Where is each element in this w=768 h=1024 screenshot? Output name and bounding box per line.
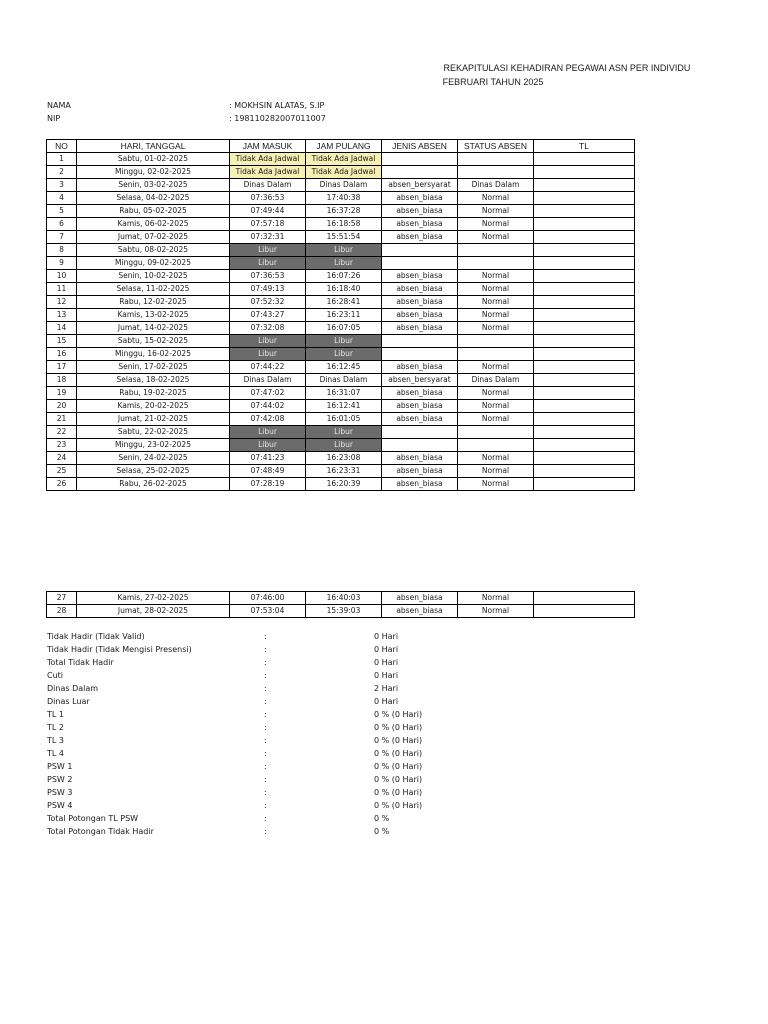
row-check-out: 16:07:26 xyxy=(306,270,382,283)
row-absence-type: absen_biasa xyxy=(382,592,458,605)
summary-separator: : xyxy=(264,749,267,758)
row-absence-type: absen_biasa xyxy=(382,413,458,426)
row-check-out: Libur xyxy=(306,257,382,270)
row-date: Kamis, 20-02-2025 xyxy=(77,400,230,413)
row-status: Normal xyxy=(458,205,534,218)
row-check-in: Dinas Dalam xyxy=(230,179,306,192)
row-absence-type: absen_bersyarat xyxy=(382,179,458,192)
row-tl xyxy=(534,153,635,166)
summary-label: Tidak Hadir (Tidak Mengisi Presensi) xyxy=(47,645,192,654)
row-date: Sabtu, 08-02-2025 xyxy=(77,244,230,257)
row-tl xyxy=(534,348,635,361)
row-absence-type: absen_biasa xyxy=(382,387,458,400)
row-tl xyxy=(534,413,635,426)
row-date: Jumat, 07-02-2025 xyxy=(77,231,230,244)
row-check-in: 07:28:19 xyxy=(230,478,306,491)
summary-label: PSW 4 xyxy=(47,801,73,810)
row-no: 13 xyxy=(47,309,77,322)
row-status: Normal xyxy=(458,296,534,309)
row-status xyxy=(458,348,534,361)
summary-label: PSW 2 xyxy=(47,775,73,784)
row-no: 12 xyxy=(47,296,77,309)
row-no: 15 xyxy=(47,335,77,348)
row-no: 9 xyxy=(47,257,77,270)
row-absence-type xyxy=(382,257,458,270)
row-tl xyxy=(534,309,635,322)
report-title-block xyxy=(300,61,768,89)
row-status xyxy=(458,426,534,439)
row-tl xyxy=(534,322,635,335)
row-date: Kamis, 27-02-2025 xyxy=(77,592,230,605)
row-status xyxy=(458,244,534,257)
row-no: 6 xyxy=(47,218,77,231)
row-check-in: 07:46:00 xyxy=(230,592,306,605)
row-no: 8 xyxy=(47,244,77,257)
table-row xyxy=(47,192,635,205)
row-check-in: Libur xyxy=(230,244,306,257)
report-title: REKAPITULASI KEHADIRAN PEGAWAI ASN PER INDIVIDU xyxy=(443,63,691,73)
row-no: 25 xyxy=(47,465,77,478)
row-date: Senin, 03-02-2025 xyxy=(77,179,230,192)
row-check-in: 07:41:23 xyxy=(230,452,306,465)
row-absence-type: absen_biasa xyxy=(382,296,458,309)
row-no: 18 xyxy=(47,374,77,387)
row-check-in: 07:32:08 xyxy=(230,322,306,335)
row-no: 2 xyxy=(47,166,77,179)
row-absence-type: absen_biasa xyxy=(382,322,458,335)
row-check-in: 07:32:31 xyxy=(230,231,306,244)
summary-label: PSW 3 xyxy=(47,788,73,797)
attendance-table-continued xyxy=(46,591,635,618)
row-check-out: 16:07:05 xyxy=(306,322,382,335)
row-check-in: Libur xyxy=(230,257,306,270)
row-check-in: 07:52:32 xyxy=(230,296,306,309)
row-check-out: 15:39:03 xyxy=(306,605,382,618)
row-check-in: 07:44:02 xyxy=(230,400,306,413)
row-status xyxy=(458,439,534,452)
row-status: Normal xyxy=(458,361,534,374)
row-absence-type xyxy=(382,426,458,439)
row-no: 5 xyxy=(47,205,77,218)
row-absence-type: absen_biasa xyxy=(382,270,458,283)
row-status: Normal xyxy=(458,400,534,413)
summary-separator: : xyxy=(264,736,267,745)
nip-value: : 198110282007011007 xyxy=(229,114,326,123)
table-header-row xyxy=(47,140,635,153)
summary-value: 0 % xyxy=(374,814,390,823)
row-check-out: 16:31:07 xyxy=(306,387,382,400)
row-tl xyxy=(534,439,635,452)
row-tl xyxy=(534,361,635,374)
row-check-in: 07:47:02 xyxy=(230,387,306,400)
col-header-no: NO xyxy=(47,140,77,153)
row-tl xyxy=(534,426,635,439)
table-row xyxy=(47,348,635,361)
row-tl xyxy=(534,400,635,413)
attendance-table-body-continued xyxy=(47,592,635,618)
table-row xyxy=(47,244,635,257)
summary-value: 2 Hari xyxy=(374,684,399,693)
col-header-out: JAM PULANG xyxy=(306,140,382,153)
row-no: 21 xyxy=(47,413,77,426)
summary-separator: : xyxy=(264,632,267,641)
row-no: 16 xyxy=(47,348,77,361)
row-check-in: 07:44:22 xyxy=(230,361,306,374)
summary-separator: : xyxy=(264,658,267,667)
row-tl xyxy=(534,179,635,192)
row-tl xyxy=(534,270,635,283)
summary-separator: : xyxy=(264,710,267,719)
table-row xyxy=(47,361,635,374)
row-absence-type: absen_biasa xyxy=(382,205,458,218)
row-absence-type xyxy=(382,153,458,166)
row-check-in: 07:36:53 xyxy=(230,270,306,283)
table-row xyxy=(47,335,635,348)
table-row xyxy=(47,166,635,179)
table-row xyxy=(47,270,635,283)
table-row xyxy=(47,179,635,192)
row-tl xyxy=(534,605,635,618)
row-absence-type: absen_biasa xyxy=(382,231,458,244)
row-absence-type: absen_biasa xyxy=(382,605,458,618)
table-row xyxy=(47,296,635,309)
row-absence-type xyxy=(382,166,458,179)
row-tl xyxy=(534,592,635,605)
row-no: 11 xyxy=(47,283,77,296)
row-tl xyxy=(534,166,635,179)
row-check-out: 16:23:31 xyxy=(306,465,382,478)
row-status: Normal xyxy=(458,387,534,400)
row-absence-type: absen_biasa xyxy=(382,218,458,231)
row-no: 7 xyxy=(47,231,77,244)
row-check-in: 07:53:04 xyxy=(230,605,306,618)
row-check-in: 07:43:27 xyxy=(230,309,306,322)
row-absence-type xyxy=(382,348,458,361)
table-row xyxy=(47,309,635,322)
row-absence-type: absen_biasa xyxy=(382,192,458,205)
table-row xyxy=(47,426,635,439)
row-date: Kamis, 06-02-2025 xyxy=(77,218,230,231)
row-check-in: 07:36:53 xyxy=(230,192,306,205)
row-check-out: Tidak Ada Jadwal xyxy=(306,153,382,166)
row-no: 10 xyxy=(47,270,77,283)
row-no: 19 xyxy=(47,387,77,400)
row-absence-type: absen_biasa xyxy=(382,452,458,465)
row-date: Minggu, 09-02-2025 xyxy=(77,257,230,270)
row-status xyxy=(458,166,534,179)
row-tl xyxy=(534,452,635,465)
summary-value: 0 % (0 Hari) xyxy=(374,801,423,810)
row-status: Normal xyxy=(458,452,534,465)
summary-label: Tidak Hadir (Tidak Valid) xyxy=(47,632,145,641)
row-check-in: Libur xyxy=(230,426,306,439)
row-status: Dinas Dalam xyxy=(458,374,534,387)
row-status: Normal xyxy=(458,231,534,244)
row-date: Selasa, 04-02-2025 xyxy=(77,192,230,205)
row-tl xyxy=(534,335,635,348)
table-row xyxy=(47,465,635,478)
row-check-in: 07:49:13 xyxy=(230,283,306,296)
summary-value: 0 % xyxy=(374,827,390,836)
row-status xyxy=(458,153,534,166)
row-check-in: 07:57:18 xyxy=(230,218,306,231)
summary-value: 0 % (0 Hari) xyxy=(374,710,423,719)
summary-value: 0 Hari xyxy=(374,645,399,654)
row-date: Rabu, 26-02-2025 xyxy=(77,478,230,491)
row-check-out: 17:40:38 xyxy=(306,192,382,205)
summary-separator: : xyxy=(264,827,267,836)
summary-value: 0 % (0 Hari) xyxy=(374,749,423,758)
summary-value: 0 Hari xyxy=(374,658,399,667)
row-date: Jumat, 21-02-2025 xyxy=(77,413,230,426)
row-tl xyxy=(534,374,635,387)
row-absence-type: absen_biasa xyxy=(382,478,458,491)
row-check-in: Libur xyxy=(230,335,306,348)
row-date: Senin, 10-02-2025 xyxy=(77,270,230,283)
summary-value: 0 % (0 Hari) xyxy=(374,723,423,732)
row-tl xyxy=(534,296,635,309)
row-date: Senin, 24-02-2025 xyxy=(77,452,230,465)
table-row xyxy=(47,257,635,270)
row-status xyxy=(458,335,534,348)
row-absence-type: absen_biasa xyxy=(382,361,458,374)
summary-value: 0 % (0 Hari) xyxy=(374,762,423,771)
row-status: Normal xyxy=(458,465,534,478)
row-check-out: Libur xyxy=(306,244,382,257)
row-date: Sabtu, 22-02-2025 xyxy=(77,426,230,439)
summary-label: Dinas Luar xyxy=(47,697,90,706)
col-header-tl: TL xyxy=(534,140,635,153)
summary-label: TL 4 xyxy=(47,749,64,758)
row-no: 14 xyxy=(47,322,77,335)
row-no: 24 xyxy=(47,452,77,465)
row-check-out: 16:28:41 xyxy=(306,296,382,309)
row-status: Dinas Dalam xyxy=(458,179,534,192)
col-header-date: HARI, TANGGAL xyxy=(77,140,230,153)
row-check-out: 16:23:08 xyxy=(306,452,382,465)
row-date: Selasa, 11-02-2025 xyxy=(77,283,230,296)
row-no: 22 xyxy=(47,426,77,439)
summary-label: PSW 1 xyxy=(47,762,73,771)
table-row xyxy=(47,478,635,491)
row-check-out: Dinas Dalam xyxy=(306,374,382,387)
table-row xyxy=(47,205,635,218)
summary-value: 0 % (0 Hari) xyxy=(374,736,423,745)
col-header-in: JAM MASUK xyxy=(230,140,306,153)
summary-value: 0 Hari xyxy=(374,632,399,641)
summary-label: Total Potongan Tidak Hadir xyxy=(47,827,154,836)
summary-label: TL 1 xyxy=(47,710,64,719)
row-check-in: Dinas Dalam xyxy=(230,374,306,387)
nip-label: NIP xyxy=(47,114,61,123)
row-check-out: Tidak Ada Jadwal xyxy=(306,166,382,179)
summary-separator: : xyxy=(264,671,267,680)
row-date: Senin, 17-02-2025 xyxy=(77,361,230,374)
row-date: Rabu, 19-02-2025 xyxy=(77,387,230,400)
row-absence-type: absen_bersyarat xyxy=(382,374,458,387)
row-date: Sabtu, 15-02-2025 xyxy=(77,335,230,348)
summary-value: 0 Hari xyxy=(374,697,399,706)
table-row xyxy=(47,218,635,231)
summary-label: Cuti xyxy=(47,671,64,680)
row-status: Normal xyxy=(458,605,534,618)
table-row xyxy=(47,592,635,605)
row-absence-type xyxy=(382,244,458,257)
row-check-in: 07:42:08 xyxy=(230,413,306,426)
row-check-in: 07:49:44 xyxy=(230,205,306,218)
row-check-out: Libur xyxy=(306,348,382,361)
table-row xyxy=(47,452,635,465)
table-row xyxy=(47,439,635,452)
attendance-table-body xyxy=(47,153,635,491)
summary-separator: : xyxy=(264,697,267,706)
summary-separator: : xyxy=(264,801,267,810)
row-check-out: 16:18:40 xyxy=(306,283,382,296)
summary-label: Total Tidak Hadir xyxy=(47,658,114,667)
row-tl xyxy=(534,387,635,400)
row-date: Minggu, 16-02-2025 xyxy=(77,348,230,361)
row-check-out: Dinas Dalam xyxy=(306,179,382,192)
row-check-in: Libur xyxy=(230,348,306,361)
row-status: Normal xyxy=(458,283,534,296)
table-row xyxy=(47,322,635,335)
table-row xyxy=(47,231,635,244)
row-check-out: 16:23:11 xyxy=(306,309,382,322)
summary-separator: : xyxy=(264,775,267,784)
row-no: 1 xyxy=(47,153,77,166)
row-check-out: 16:18:58 xyxy=(306,218,382,231)
name-label: NAMA xyxy=(47,101,71,110)
summary-label: TL 2 xyxy=(47,723,64,732)
row-tl xyxy=(534,192,635,205)
row-check-out: 16:20:39 xyxy=(306,478,382,491)
row-check-in: 07:48:49 xyxy=(230,465,306,478)
row-no: 4 xyxy=(47,192,77,205)
row-status: Normal xyxy=(458,413,534,426)
row-date: Kamis, 13-02-2025 xyxy=(77,309,230,322)
row-absence-type xyxy=(382,335,458,348)
row-check-out: 16:40:03 xyxy=(306,592,382,605)
row-date: Sabtu, 01-02-2025 xyxy=(77,153,230,166)
row-no: 23 xyxy=(47,439,77,452)
row-check-out: Libur xyxy=(306,335,382,348)
summary-separator: : xyxy=(264,788,267,797)
row-date: Jumat, 28-02-2025 xyxy=(77,605,230,618)
row-absence-type: absen_biasa xyxy=(382,309,458,322)
row-no: 26 xyxy=(47,478,77,491)
row-absence-type xyxy=(382,439,458,452)
summary-label: Total Potongan TL PSW xyxy=(47,814,139,823)
summary-value: 0 % (0 Hari) xyxy=(374,775,423,784)
row-tl xyxy=(534,218,635,231)
row-tl xyxy=(534,205,635,218)
summary-separator: : xyxy=(264,684,267,693)
row-check-in: Libur xyxy=(230,439,306,452)
row-date: Minggu, 23-02-2025 xyxy=(77,439,230,452)
row-check-in: Tidak Ada Jadwal xyxy=(230,153,306,166)
table-row xyxy=(47,374,635,387)
row-check-out: 15:51:54 xyxy=(306,231,382,244)
row-date: Jumat, 14-02-2025 xyxy=(77,322,230,335)
attendance-table xyxy=(46,139,635,491)
row-tl xyxy=(534,244,635,257)
row-tl xyxy=(534,257,635,270)
row-no: 3 xyxy=(47,179,77,192)
row-date: Selasa, 18-02-2025 xyxy=(77,374,230,387)
row-check-in: Tidak Ada Jadwal xyxy=(230,166,306,179)
table-row xyxy=(47,413,635,426)
row-check-out: Libur xyxy=(306,439,382,452)
summary-separator: : xyxy=(264,645,267,654)
col-header-type: JENIS ABSEN xyxy=(382,140,458,153)
table-row xyxy=(47,153,635,166)
col-header-status: STATUS ABSEN xyxy=(458,140,534,153)
table-row xyxy=(47,283,635,296)
row-date: Rabu, 05-02-2025 xyxy=(77,205,230,218)
summary-separator: : xyxy=(264,723,267,732)
row-no: 28 xyxy=(47,605,77,618)
row-date: Selasa, 25-02-2025 xyxy=(77,465,230,478)
row-tl xyxy=(534,465,635,478)
row-absence-type: absen_biasa xyxy=(382,400,458,413)
name-value: : MOKHSIN ALATAS, S.IP xyxy=(229,101,325,110)
row-check-out: 16:37:28 xyxy=(306,205,382,218)
summary-label: TL 3 xyxy=(47,736,64,745)
row-date: Rabu, 12-02-2025 xyxy=(77,296,230,309)
report-period: FEBRUARI TAHUN 2025 xyxy=(442,77,544,87)
summary-separator: : xyxy=(264,762,267,771)
row-status: Normal xyxy=(458,192,534,205)
row-status: Normal xyxy=(458,322,534,335)
row-no: 20 xyxy=(47,400,77,413)
row-status: Normal xyxy=(458,218,534,231)
row-check-out: 16:01:05 xyxy=(306,413,382,426)
summary-value: 0 Hari xyxy=(374,671,399,680)
row-absence-type: absen_biasa xyxy=(382,465,458,478)
row-tl xyxy=(534,478,635,491)
summary-label: Dinas Dalam xyxy=(47,684,99,693)
summary-value: 0 % (0 Hari) xyxy=(374,788,423,797)
row-date: Minggu, 02-02-2025 xyxy=(77,166,230,179)
summary-separator: : xyxy=(264,814,267,823)
row-absence-type: absen_biasa xyxy=(382,283,458,296)
row-tl xyxy=(534,231,635,244)
row-tl xyxy=(534,283,635,296)
row-check-out: 16:12:41 xyxy=(306,400,382,413)
row-check-out: 16:12:45 xyxy=(306,361,382,374)
row-status: Normal xyxy=(458,309,534,322)
row-check-out: Libur xyxy=(306,426,382,439)
table-row xyxy=(47,387,635,400)
row-status xyxy=(458,257,534,270)
table-row xyxy=(47,605,635,618)
row-status: Normal xyxy=(458,592,534,605)
table-row xyxy=(47,400,635,413)
row-status: Normal xyxy=(458,478,534,491)
row-no: 17 xyxy=(47,361,77,374)
row-status: Normal xyxy=(458,270,534,283)
row-no: 27 xyxy=(47,592,77,605)
